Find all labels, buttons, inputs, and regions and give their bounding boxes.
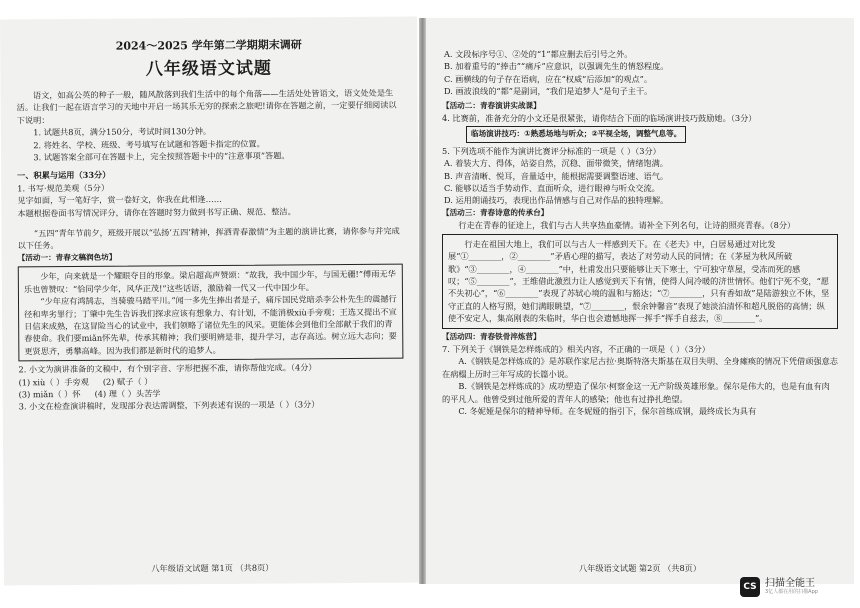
poem-fill-text: 行走在祖国大地上，我们可以与古人一样感到天下。在《老夫》中，白居易通过对比发展“①________，②________”矛盾心理的描写，表达了对劳动人民的同情；在《茅屋为秋风所破歌》“③________，④________”中，杜甫发出只要能够让天下寒士，宁可独守草屋，受冻而死的感叹；“⑤________”，王维借此激烈力让人感觉到天下有情，使得人间冷暖的济世情怀。他们宁死不变，“愿不失初心”，“⑥________”表现了苏轼心境的温和与豁达；“⑦________，只有香如故”是陆游独立不休，坚守正直的人格写照，她们满眼眺望，“⑦________，恨余钟馨音”表现了她淡泊清怀和超凡脱俗的高情；纵使不安定人，集高刚表的朱临时，华白也会遗憾地挥一挥手“挥手自兹去，⑧________”。 (448, 238, 830, 324)
q5-option-a: A. 着装大方、得体，站姿自然，沉稳、面带微笑，情绪饱满。 (444, 158, 668, 169)
brand-name: 扫描全能王 (765, 578, 815, 589)
question-4: 4. 比赛前，准备充分的小文还是很紧张，请你结合下面的临场演讲技巧鼓励她。（3分） (442, 113, 757, 124)
book-gutter (419, 18, 426, 584)
activity-2-heading: 【活动二：青春演讲实战课】 (442, 100, 541, 110)
exam-page-2 (426, 18, 854, 584)
exam-note-1: 1. 试题共8页，满分150分，考试时间130分钟。 (33, 126, 212, 138)
activity-1-heading: 【活动一：青春文稿润色坊】 (17, 252, 117, 263)
q7-option-a: A.《钢铁是怎样炼成的》是苏联作家尼古拉·奥斯特洛夫斯基在双目失明、全身瘫痪的情况下凭借顽强意志在病榻上历时三年写成的长篇小说。 (442, 356, 838, 379)
exam-note-2: 2. 将姓名、学校、班级、考号填写在试题和答题卡指定的位置。 (33, 138, 265, 150)
exam-intro: 语文，如高公英的种子一般，随风散落到我们生活中的每个角落——生活处处皆语文，语文处处是生活。让我们一起在语言学习的天地中开启一场其乐无穷的探索之旅吧!请你在答题之前，一定要仔细阅读以下说明： (16, 87, 397, 126)
q7-option-c: C. 冬妮娅是保尔的精神导师。在冬妮娅的指引下，保尔首练成钢，最终成长为具有 (458, 405, 757, 416)
question-6-intro: 行走在青春的征途上，我们与古人共享热血豪情。请补全下列名句，让诗韵照亮青春。（8分） (458, 220, 796, 231)
q3-option-c: C. 画横线的句子存在语病，应在“权威”后添加“的观点”。 (444, 73, 653, 84)
question-1-title: 1. 书写·规范美观（5分） (17, 182, 110, 194)
exam-note-3: 3. 试题答案全部可在答题卡上，完全按照答题卡中的“注意事项”答题。 (33, 150, 290, 163)
activity-3-heading: 【活动三：青春诗意的传承台】 (442, 207, 549, 217)
question-2: 2. 小文为演讲准备的文稿中，有个别字音、字形把握不准，请你帮他完成。（4分） (18, 362, 317, 375)
question-3: 3. 小文在检查演讲稿时，发现部分表达需调整，下列表述有误的一项是（ ）（3分） (18, 399, 320, 412)
activity-4-heading: 【活动四：青春铁骨淬炼营】 (442, 331, 541, 341)
q3-option-d: D. 画波浪线的“都”是副词，“我们是追梦人”是句子主干。 (444, 86, 653, 97)
exam-page-1 (0, 17, 421, 586)
q5-option-b: B. 声音清晰、悦耳，音量适中，能根据需要调整语速、语气。 (444, 170, 669, 181)
scanner-watermark (740, 572, 850, 602)
question-2-item-2: (2) 赋子（ ） (102, 375, 153, 387)
brand-tagline: 3亿人都在用的扫描App (765, 589, 818, 595)
contest-intro: “五四”青年节前夕，班级开展以“弘扬‘五四’精神，挥洒青春激情”为主题的演讲比赛，请你参与并完成以下任务。 (17, 225, 400, 251)
speech-paragraph-1: 少年，向来就是一个耀眼夺目的形象。梁启超高声赞颂：“故我，我中国少年，与国无疆!”傅雨无华乐也曾赞叹：“恰同学少年，风华正茂!”这些话语，激励着一代又一代中国少年。 (23, 268, 396, 294)
poem-fill-box (442, 234, 838, 329)
speech-tips-box: 临场演讲技巧：①熟悉场地与听众；②平视全场，调整气息等。 (466, 126, 686, 142)
q3-option-a: A. 文段标序号①、②处的“1”都应删去后引号之外。 (444, 49, 633, 59)
question-2-item-4: (4) 理（ ）头苦学 (94, 388, 161, 399)
speech-draft-box (18, 264, 404, 362)
question-2-item-1: (1) xiù（ ）手旁观 (18, 376, 89, 387)
question-2-item-3: (3) miǎn（ ）怀 (18, 388, 81, 400)
question-1-line: 见字如面，写一笔好字，赏一卷好文，你我在此相逢…… (17, 194, 223, 206)
q3-option-b: B. 加着重号的“捧击”“痛斥”应意识，以强调先生的情怒程度。 (444, 61, 669, 72)
question-5: 5. 下列选项不能作为演讲比赛评分标准的一项是（ ）（3分） (442, 145, 661, 156)
question-7: 7. 下列关于《钢铁是怎样炼成的》相关内容，不正确的一项是（ ）（3分） (442, 343, 710, 354)
exam-subject-title: 八年级语文试题 (145, 58, 272, 80)
q7-option-b: B.《钢铁是怎样炼成的》成功塑造了保尔·柯察金这一无产阶级英雄形象。保尔是伟大的，也是有血有肉的平凡人。他曾受到过他所爱的青年人的感染；他也有过挣扎绝望。 (442, 381, 830, 404)
q5-option-c: C. 能够以适当手势动作、直面听众，进行眼神与听众交流。 (444, 183, 660, 194)
camscanner-logo-icon: CS (740, 577, 760, 597)
exam-year-title: 2024～2025 学年第二学期期末调研 (115, 38, 302, 53)
speech-paragraph-2: “少年应有鸿鹄志，当骑骏马踏平川。”闻一多先生捧出者是子，痛斥国民党暗杀李公朴先生的震撼行径和卑劣罪行；丁肇中先生告诉我们探求应该有想象力、有计划，不能消极xiù手旁观；王选又提出不宣日信来成熟，在这冒险当心的试业中，我们领略了诸位先生的风采。更能体会到他们全部献于我们的青春使命。我们要miǎn怀先辈，传承其精神；我们要明辨是非，提升学习，志存高远。树立远大志向；要更贤思齐，勇攀高峰。因为我们都是新时代的追梦人。 (24, 293, 397, 357)
section-1-heading: 一、积累与运用（33分） (17, 170, 111, 181)
page-2-footer: 八年级语文试题 第2页 （共8页） (578, 562, 702, 573)
q5-option-d: D. 运用朗诵技巧，表现出作品情感与自己对作品的独特理解。 (444, 195, 669, 206)
page-1-footer: 八年级语文试题 第1页 （共8页） (151, 562, 274, 574)
question-1-note: 本题根据卷面书写情况评分，请你在答题时努力做到书写正确、规范、整洁。 (17, 206, 296, 219)
